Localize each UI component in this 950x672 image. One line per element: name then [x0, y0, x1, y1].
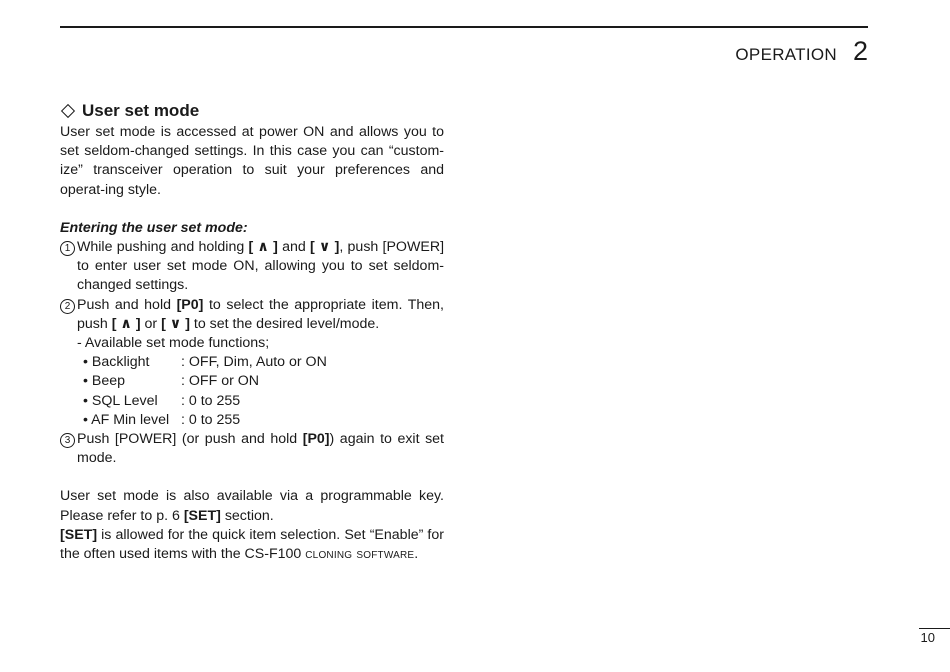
cloning-software-label: cloning software	[305, 546, 415, 563]
function-value: : 0 to 255	[181, 392, 241, 409]
step-1-text-a: While pushing and holding	[77, 239, 249, 256]
subheading: Entering the user set mode:	[60, 219, 248, 236]
function-row	[60, 372, 444, 391]
step-1	[60, 238, 444, 296]
intro-paragraph: User set mode is accessed at power ON and allows you to set seldom-changed settings. In this case you can “custom-ize” transceiver operation to suit your preferences and operat-ing style.	[60, 124, 444, 198]
chapter-header	[735, 36, 868, 67]
p0-key: [P0]	[302, 431, 330, 448]
function-row	[60, 411, 444, 430]
step-1-text-c: , push [POWER] to enter user set mode ON, allowing you to set seldom-changed settings.	[77, 239, 445, 294]
step-2-text-c: or	[140, 315, 162, 332]
down-key: [ ∨ ]	[309, 239, 340, 256]
note-2-text-b: .	[414, 546, 419, 563]
note-paragraph	[60, 487, 444, 525]
function-value: : OFF or ON	[181, 373, 260, 390]
function-row	[60, 353, 444, 372]
step-3-text-a: Push [POWER] (or push and hold	[77, 431, 303, 448]
step-number-2: 2	[60, 299, 75, 314]
function-value: : 0 to 255	[181, 411, 241, 428]
diamond-icon	[61, 104, 75, 118]
function-label: • Beep	[83, 373, 126, 390]
note-2-text-a: is allowed for the quick item selection. Set “Enable” for the often used items with the CS-F100	[60, 526, 444, 563]
step-1-text-b: and	[277, 239, 310, 256]
step-2-text-a: Push and hold	[77, 296, 177, 313]
page-number: 10	[920, 630, 935, 645]
main-content	[60, 100, 444, 564]
p0-key: [P0]	[176, 296, 204, 313]
step-2	[60, 296, 444, 334]
step-3	[60, 430, 444, 468]
functions-intro: - Available set mode functions;	[77, 335, 270, 352]
function-row	[60, 392, 444, 411]
function-label: • SQL Level	[83, 392, 158, 409]
step-number-3: 3	[60, 433, 75, 448]
bottom-rule	[919, 628, 950, 629]
step-3-text-b: ) again to exit set mode.	[77, 431, 444, 467]
function-label: • AF Min level	[83, 411, 170, 428]
section-heading	[60, 100, 444, 122]
down-key: [ ∨ ]	[161, 315, 190, 332]
function-label: • Backlight	[83, 354, 150, 371]
note-1-text-b: section.	[220, 507, 274, 524]
function-value: : OFF, Dim, Auto or ON	[181, 354, 327, 371]
up-key: [ ∧ ]	[111, 315, 141, 332]
step-number-1: 1	[60, 241, 75, 256]
section-title: User set mode	[82, 101, 200, 120]
set-key: [SET]	[183, 507, 221, 524]
note-paragraph	[60, 526, 444, 564]
chapter-number: 2	[852, 36, 868, 66]
chapter-name: OPERATION	[735, 45, 837, 64]
step-2-text-d: to set the desired level/mode.	[189, 315, 380, 332]
set-key: [SET]	[60, 526, 98, 543]
step-2-text-b: to select the appropriate item. Then, push	[77, 296, 444, 332]
up-key: [ ∧ ]	[248, 239, 278, 256]
top-rule	[60, 26, 868, 28]
note-1-text-a: User set mode is also available via a programmable key. Please refer to p. 6	[60, 488, 444, 524]
